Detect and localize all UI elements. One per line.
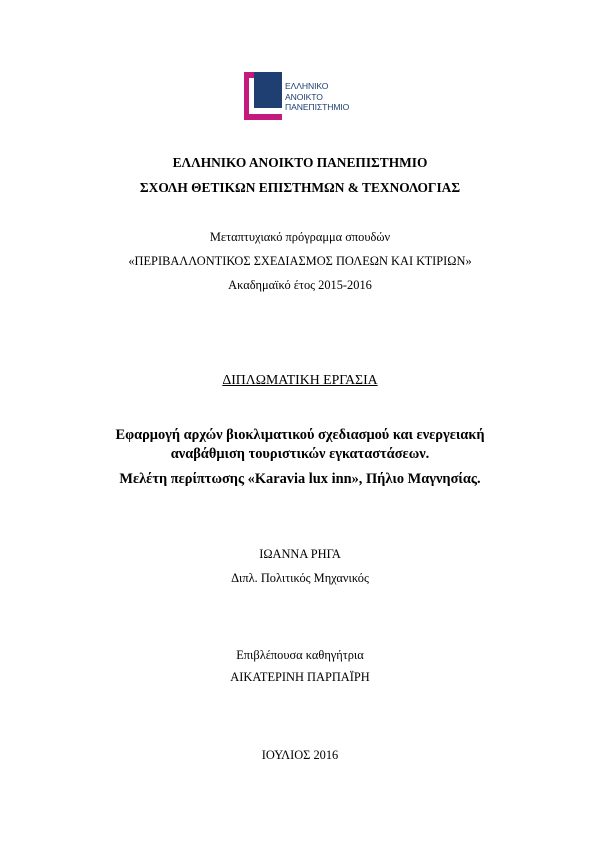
author-degree: Διπλ. Πολιτικός Μηχανικός (231, 571, 369, 585)
supervisor-name: ΑΙΚΑΤΕΡΙΝΗ ΠΑΡΠΑΪΡΗ (230, 670, 370, 684)
thesis-type-text: ΔΙΠΛΩΜΑΤΙΚΗ ΕΡΓΑΣΙΑ (222, 372, 378, 387)
program-label: Μεταπτυχιακό πρόγραμμα σπουδών (209, 230, 391, 244)
supervisor-label: Επιβλέπουσα καθηγήτρια (236, 648, 364, 662)
program-name: «ΠΕΡΙΒΑΛΛΟΝΤΙΚΟΣ ΣΧΕΔΙΑΣΜΟΣ ΠΟΛΕΩΝ ΚΑΙ ΚΤΙΡΙΩΝ» (128, 254, 472, 268)
logo-line-1: ΕΛΛΗΝΙΚΟ (285, 81, 329, 91)
author-name: ΙΩΑΝΝΑ ΡΗΓΑ (259, 547, 341, 561)
university-logo (244, 72, 360, 120)
university-name: ΕΛΛΗΝΙΚΟ ΑΝΟΙΚΤΟ ΠΑΝΕΠΙΣΤΗΜΙΟ (172, 155, 428, 170)
school-name: ΣΧΟΛΗ ΘΕΤΙΚΩΝ ΕΠΙΣΤΗΜΩΝ & ΤΕΧΝΟΛΟΓΙΑΣ (139, 180, 461, 195)
thesis-type-heading (0, 372, 600, 388)
academic-year: Ακαδημαϊκό έτος 2015-2016 (228, 278, 372, 292)
thesis-title-line-3: Μελέτη περίπτωσης «Karavia lux inn», Πήλιο Μαγνησίας. (119, 471, 481, 487)
university-emblem-icon (244, 72, 282, 120)
thesis-title-line-1: Εφαρμογή αρχών βιοκλιματικού σχεδιασμού και ενεργειακή (115, 427, 485, 443)
logo-line-2: ΑΝΟΙΚΤΟ (285, 91, 323, 102)
submission-date: ΙΟΥΛΙΟΣ 2016 (261, 748, 339, 762)
logo-wordmark (285, 81, 349, 113)
logo-line-3: ΠΑΝΕΠΙΣΤΗΜΙΟ (285, 102, 350, 113)
thesis-title-line-2: αναβάθμιση τουριστικών εγκαταστάσεων. (170, 446, 430, 462)
